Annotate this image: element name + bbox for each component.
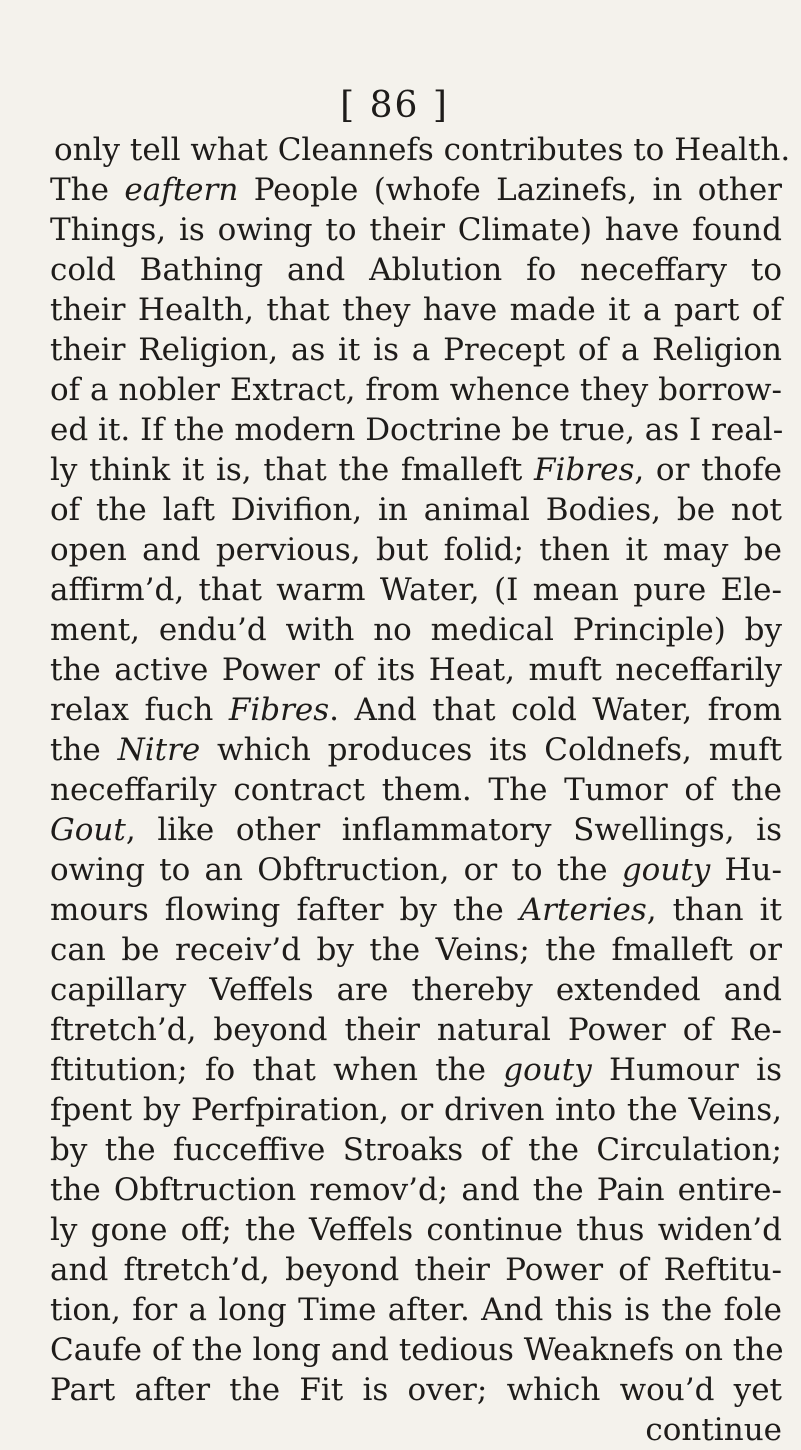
text-line: [50, 210, 782, 250]
text-segment: continue: [645, 1412, 782, 1448]
text-segment: cold Bathing and Ablution fo neceffary to: [50, 252, 782, 288]
page-number: [ 86 ]: [340, 85, 449, 126]
text-line: [50, 170, 782, 210]
text-line: [50, 410, 782, 450]
text-segment: affirm’d, that warm Water, (I mean pure Ele-: [50, 572, 782, 608]
text-segment: Things, is owing to their Climate) have found: [50, 212, 782, 248]
text-line: [50, 530, 782, 570]
italic-word: Fibres: [534, 452, 635, 488]
text-segment: ment, endu’d with no medical Principle) by: [50, 612, 782, 648]
text-line: [50, 770, 782, 810]
text-line: [50, 570, 782, 610]
text-segment: their Religion, as it is a Precept of a Religion: [50, 332, 782, 368]
text-segment: relax fuch: [50, 692, 229, 728]
text-line: [50, 890, 782, 930]
text-line: [50, 930, 782, 970]
text-segment: and ftretch’d, beyond their Power of Reftitu-: [50, 1252, 782, 1288]
text-segment: only tell what Cleannefs contributes to Health.: [54, 132, 791, 168]
text-line: [50, 810, 782, 850]
text-segment: by the fucceffive Stroaks of the Circulation;: [50, 1132, 782, 1168]
text-segment: which produces its Coldnefs, muft: [200, 732, 783, 768]
text-segment: open and pervious, but folid; then it may be: [50, 532, 782, 568]
text-line: [50, 290, 782, 330]
text-segment: the Obftruction remov’d; and the Pain entire-: [50, 1172, 782, 1208]
text-segment: fpent by Perfpiration, or driven into the Veins,: [50, 1092, 782, 1128]
text-segment: . And that cold Water, from: [329, 692, 782, 728]
text-segment: Part after the Fit is over; which wou’d yet: [50, 1372, 782, 1408]
text-segment: ftretch’d, beyond their natural Power of Re-: [50, 1012, 782, 1048]
text-segment: Caufe of the long and tedious Weaknefs on the: [50, 1332, 784, 1368]
text-line: [50, 1410, 782, 1450]
text-line: [50, 1170, 782, 1210]
text-line: [50, 130, 791, 170]
text-line: [50, 970, 782, 1010]
text-segment: ly gone off; the Veffels continue thus widen’d: [50, 1212, 782, 1248]
text-segment: mours flowing fafter by the: [50, 892, 520, 928]
italic-word: Arteries: [519, 892, 647, 928]
text-segment: , like other inflammatory Swellings, is: [125, 812, 782, 848]
text-segment: , than it: [646, 892, 782, 928]
text-segment: ftitution; fo that when the: [50, 1052, 504, 1088]
text-segment: ed it. If the modern Doctrine be true, as I real-: [50, 412, 784, 448]
text-line: [50, 1370, 782, 1410]
text-segment: can be receiv’d by the Veins; the fmalleft or: [50, 932, 782, 968]
text-line: [50, 1010, 782, 1050]
text-line: [50, 1330, 782, 1370]
text-segment: Humour is: [591, 1052, 782, 1088]
italic-word: Gout: [50, 812, 126, 848]
text-segment: the: [50, 732, 118, 768]
text-line: [50, 330, 782, 370]
text-line: [50, 250, 782, 290]
text-line: [50, 1290, 782, 1330]
text-line: [50, 1250, 782, 1290]
text-line: [50, 730, 782, 770]
italic-word: gouty: [621, 852, 711, 888]
italic-word: Nitre: [117, 732, 201, 768]
text-segment: ly think it is, that the fmalleft: [50, 452, 535, 488]
text-segment: The: [50, 172, 125, 208]
text-line: [50, 490, 782, 530]
text-segment: the active Power of its Heat, muft neceffarily: [50, 652, 782, 688]
text-segment: Hu-: [710, 852, 782, 888]
italic-word: eaftern: [124, 172, 239, 208]
text-segment: of a nobler Extract, from whence they borrow-: [50, 372, 782, 408]
text-line: [50, 690, 782, 730]
text-line: [50, 1210, 782, 1250]
text-segment: neceffarily contract them. The Tumor of the: [50, 772, 782, 808]
text-line: [50, 1090, 782, 1130]
text-segment: of the laft Divifion, in animal Bodies, be not: [50, 492, 782, 528]
text-line: [50, 1050, 782, 1090]
text-line: [50, 450, 782, 490]
text-line: [50, 1130, 782, 1170]
text-line: [50, 850, 782, 890]
text-segment: owing to an Obftruction, or to the: [50, 852, 622, 888]
italic-word: Fibres: [228, 692, 330, 728]
text-segment: capillary Veffels are thereby extended and: [50, 972, 782, 1008]
text-segment: People (whofe Lazinefs, in other: [238, 172, 783, 208]
text-segment: their Health, that they have made it a part of: [50, 292, 782, 328]
text-segment: tion, for a long Time after. And this is the fole: [50, 1292, 782, 1328]
text-segment: , or thofe: [634, 452, 782, 488]
text-line: [50, 650, 782, 690]
italic-word: gouty: [503, 1052, 592, 1088]
text-line: [50, 610, 782, 650]
text-line: [50, 370, 782, 410]
body-text: [50, 130, 791, 1450]
